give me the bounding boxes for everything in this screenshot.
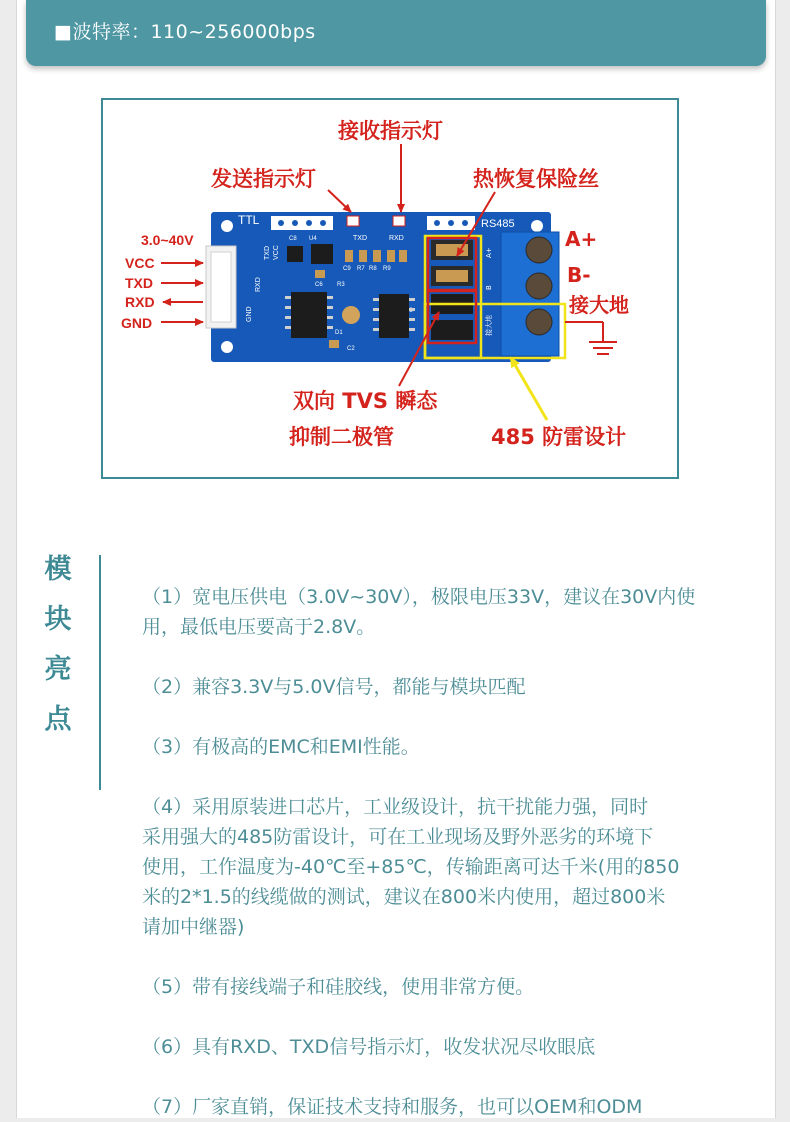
svg-text:U4: U4 (309, 236, 317, 242)
feature-line: 用，最低电压要高于2.8V。 (142, 616, 376, 638)
feature-line: （6）具有RXD、TXD信号指示灯，收发状况尽收眼底 (142, 1036, 596, 1058)
conn-rxd-silk: RXD (255, 277, 262, 292)
fuse-label: 热恢复保险丝 (473, 167, 599, 191)
chip-u3 (379, 294, 409, 338)
b-minus-label: B- (567, 263, 591, 287)
mount-hole (221, 220, 233, 232)
feature-item (142, 582, 742, 642)
feature-line: （1）宽电压供电（3.0V~30V），极限电压33V，建议在30V内使 (142, 586, 696, 608)
feature-line: 使用，工作温度为-40℃至+85℃，传输距离可达千米(用的850 (142, 856, 680, 878)
feature-line: 采用强大的485防雷设计，可在工业现场及野外恶劣的环境下 (142, 826, 654, 848)
svg-text:B: B (485, 285, 493, 290)
section-title-char: 亮 (44, 654, 72, 685)
section-title-char: 点 (44, 704, 72, 735)
receive-led-label: 接收指示灯 (338, 119, 443, 143)
module-diagram-svg (103, 100, 679, 479)
txd-pin-label: TXD (125, 275, 153, 291)
feature-line: （4）采用原装进口芯片，工业级设计，抗干扰能力强，同时 (142, 796, 649, 818)
svg-text:A+: A+ (485, 247, 493, 258)
baud-rate-banner (26, 0, 766, 66)
svg-text:C9: C9 (343, 266, 351, 272)
conn-vcc-silk: VCC (273, 245, 280, 260)
regulator-u4 (287, 246, 303, 262)
screw-gnd (526, 309, 552, 335)
a-plus-label: A+ (565, 227, 598, 251)
capacitor (342, 306, 360, 324)
svg-text:C8: C8 (289, 236, 297, 242)
section-title-char: 模 (44, 554, 72, 585)
feature-line: 米的2*1.5的线缆做的测试，建议在800米内使用，超过800米 (142, 886, 666, 908)
feature-item (142, 672, 742, 702)
section-title (40, 545, 76, 745)
txd-led (347, 216, 359, 226)
svg-text:R9: R9 (383, 266, 391, 272)
svg-text:R3: R3 (337, 282, 345, 288)
conn-gnd-silk: GND (246, 306, 253, 322)
chip-u2 (291, 292, 327, 338)
feature-item (142, 732, 742, 762)
rxd-silk: RXD (389, 235, 404, 242)
pcb-board (211, 212, 551, 362)
screw-b (526, 273, 552, 299)
feature-line: （2）兼容3.3V与5.0V信号，都能与模块匹配 (142, 676, 526, 698)
svg-text:C2: C2 (347, 346, 355, 352)
module-diagram (101, 98, 679, 479)
feature-item (142, 972, 742, 1002)
conn-txd-silk: TXD (264, 246, 271, 260)
rxd-led (393, 216, 405, 226)
regulator (311, 244, 333, 264)
svg-text:D1: D1 (335, 330, 343, 336)
screw-a (526, 237, 552, 263)
feature-line: （7）厂家直销，保证技术支持和服务，也可以OEM和ODM (142, 1096, 643, 1118)
ttl-silkscreen: TTL (238, 213, 260, 227)
feature-item (142, 792, 742, 942)
tvs-2 (431, 320, 473, 340)
send-led-label: 发送指示灯 (211, 167, 316, 191)
svg-text:接大地: 接大地 (485, 315, 493, 336)
gnd-pin-label: GND (121, 315, 153, 331)
ttl-connector-housing (211, 252, 231, 322)
voltage-range-label: 3.0~40V (141, 232, 194, 248)
mount-hole (221, 341, 233, 353)
svg-text:R7: R7 (357, 266, 365, 272)
svg-text:R8: R8 (369, 266, 377, 272)
lightning-label: 485 防雷设计 (491, 425, 627, 449)
txd-silk: TXD (353, 235, 367, 242)
tvs-label-line2: 抑制二极管 (289, 425, 394, 449)
section-divider (99, 555, 101, 790)
feature-item (142, 1032, 742, 1062)
feature-line: （5）带有接线端子和硅胶线，使用非常方便。 (142, 976, 535, 998)
send-led-arrow (328, 190, 351, 212)
section-title-char: 块 (44, 604, 72, 635)
feature-line: 请加中继器) (142, 916, 245, 938)
tvs-label-line1: 双向 TVS 瞬态 (293, 389, 438, 413)
rxd-pin-label: RXD (125, 294, 155, 310)
feature-line: （3）有极高的EMC和EMI性能。 (142, 736, 420, 758)
mount-hole (531, 220, 543, 232)
ground-symbol (565, 322, 617, 354)
svg-text:C6: C6 (315, 282, 323, 288)
ground-label: 接大地 (569, 293, 629, 317)
baud-rate-text: ■波特率：110~256000bps (54, 21, 316, 43)
rs485-silkscreen: RS485 (481, 218, 515, 230)
vcc-pin-label: VCC (125, 255, 155, 271)
lightning-arrow (511, 358, 547, 420)
